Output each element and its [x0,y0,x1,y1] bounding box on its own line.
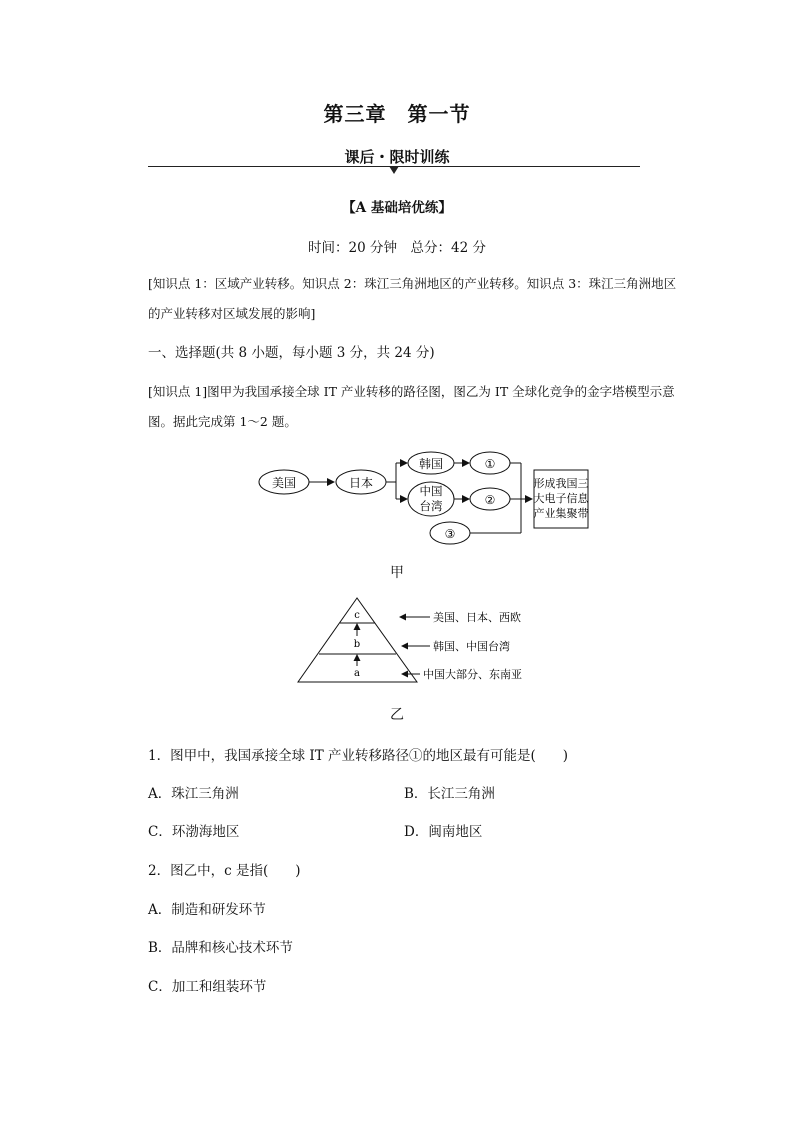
question-2-option-a: A．制造和研发环节 [148,902,266,918]
node-taiwan-label-1: 中国 [419,484,443,498]
question-1-stem: 1．图甲中，我国承接全球 IT 产业转移路径①的地区最有可能是( ) [148,748,569,764]
question-1-option-d: D．闽南地区 [404,824,483,840]
question-1-option-b: B．长江三角洲 [404,786,495,802]
result-line-2: 大电子信息 [533,492,589,505]
level-b-label: b [353,639,361,650]
question-1-option-a: A．珠江三角洲 [148,786,239,802]
timing-info: 时间：20 分钟 总分：42 分 [308,240,486,256]
question-2-stem: 2．图乙中，c 是指( ) [148,863,301,879]
node-korea-label: 韩国 [418,457,444,471]
result-line-1: 形成我国三 [533,477,589,490]
level-c-label: c [354,610,360,621]
question-1-option-c: C．环渤海地区 [148,824,240,840]
section-heading: 【A 基础培优练】 [342,200,452,216]
question-section-heading: 一、选择题(共 8 小题，每小题 3 分，共 24 分) [148,345,435,361]
knowledge-points: [知识点 1：区域产业转移。知识点 2：珠江三角洲地区的产业转移。知识点 3：珠江三角洲地区的产业转移对区域发展的影响] [148,276,677,321]
figure-jia-diagram [250,448,590,548]
figure-jia-caption: 甲 [390,565,404,581]
figure-yi-caption: 乙 [390,707,404,723]
label-middle: 韩国、中国台湾 [433,640,510,653]
node-n2-label: ② [484,493,496,507]
figure-yi-pyramid [290,596,540,688]
rule-arrow-icon [389,166,399,174]
result-line-3: 产业集聚带 [533,507,589,520]
page-title: 第三章 第一节 [323,102,471,126]
question-2-option-c: C．加工和组装环节 [148,979,267,995]
node-japan-label: 日本 [348,476,374,490]
label-top: 美国、日本、西欧 [433,611,521,624]
level-a-label: a [354,668,360,679]
node-taiwan-label-2: 台湾 [419,499,443,513]
question-intro: [知识点 1]图甲为我国承接全球 IT 产业转移的路径图，图乙为 IT 全球化竞争的金字塔模型示意图。据此完成第 1～2 题。 [148,384,675,429]
page-subtitle: 课后・限时训练 [344,148,450,166]
label-bottom: 中国大部分、东南亚 [423,668,522,681]
node-n3-label: ③ [444,527,456,541]
node-n1-label: ① [484,457,496,471]
question-2-option-b: B．品牌和核心技术环节 [148,940,293,956]
node-usa-label: 美国 [271,476,297,490]
